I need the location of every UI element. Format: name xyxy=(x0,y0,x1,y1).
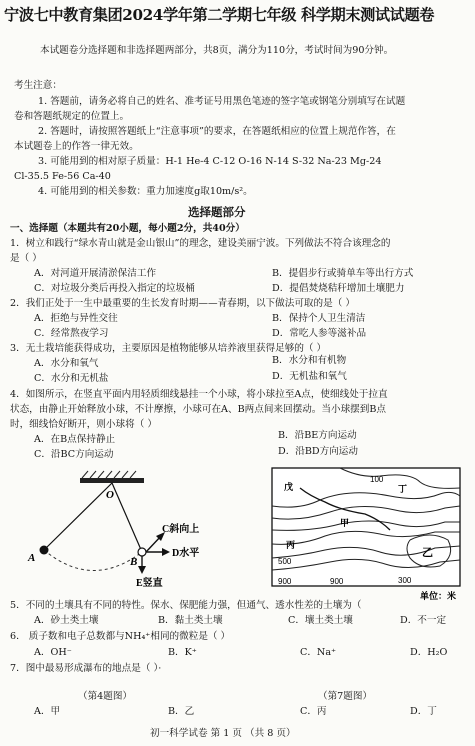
question-2-option-b: B．保持个人卫生清洁 xyxy=(272,313,366,324)
label-o: O xyxy=(106,489,114,501)
question-7-option-a: A．甲 xyxy=(34,706,61,717)
question-4-option-b: B．沿BE方向运动 xyxy=(278,430,357,441)
label-c: C斜向上 xyxy=(162,524,200,535)
notice-item: 1. 答题前，请务必将自己的姓名、准考证号用黑色笔迹的签字笔或钢笔分别填写在试题 xyxy=(38,96,406,107)
question-6-option-c: C．Na⁺ xyxy=(300,647,337,658)
place-jia: 甲 xyxy=(340,518,350,528)
place-ding: 丁 xyxy=(398,484,408,494)
question-3-option-a: A．水分和氧气 xyxy=(34,358,99,369)
part-title: 选择题部分 xyxy=(188,205,246,219)
string-to-a xyxy=(44,483,112,550)
contour-label-100: 100 xyxy=(370,475,384,484)
notice-heading: 考生注意： xyxy=(14,80,62,91)
question-2-option-d: D．常吃人参等滋补品 xyxy=(272,328,367,339)
notice-item: 2. 答题时，请按照答题纸上“注意事项”的要求，在答题纸相应的位置上规范作答，在 xyxy=(38,126,396,137)
question-5-option-a: A．砂土类土壤 xyxy=(34,615,99,626)
question-7-option-c: C．丙 xyxy=(300,706,327,717)
notice-item: 4. 可能用到的相关参数：重力加速度g取10m/s²。 xyxy=(38,186,253,197)
question-5-stem: 5．不同的土壤具有不同的特性。保水、保肥能力强，但通气、透水性差的土壤为（ xyxy=(10,600,362,611)
place-yi: 乙 xyxy=(422,547,433,559)
notice-item: 3. 可能用到的相对原子质量：H-1 He-4 C-12 O-16 N-14 S-32 Na-23 Mg-24 xyxy=(38,156,382,167)
notice-item: 本试题卷上的作答一律无效。 xyxy=(14,141,139,152)
ball-a xyxy=(40,546,49,555)
page-footer: 初一科学试卷 第 1 页 （共 8 页） xyxy=(150,728,296,739)
question-1-stem: 1．树立和践行“绿水青山就是金山银山”的理念，建设美丽宁波。下列做法不符合该理念的 xyxy=(10,238,391,249)
exam-intro: 本试题卷分选择题和非选择题两部分，共8页，满分为110分，考试时间为90分钟。 xyxy=(40,45,394,56)
map-unit-label: 单位：米 xyxy=(420,591,457,601)
question-4-stem: 时，细线恰好断开，则小球将（ ） xyxy=(10,419,157,430)
question-1-option-d: D．提倡焚烧秸秆增加土壤肥力 xyxy=(272,283,405,294)
question-2-option-c: C．经常熬夜学习 xyxy=(34,328,109,339)
question-4-option-c: C．沿BC方向运动 xyxy=(34,449,114,460)
notice-item: 卷和答题纸规定的位置上。 xyxy=(14,111,130,122)
question-3-option-b: B．水分和有机物 xyxy=(272,355,347,366)
question-4-option-a: A．在B点保持静止 xyxy=(34,434,116,445)
exam-title: 宁波七中教育集团2024学年第二学期七年级 科学期末测试试题卷 xyxy=(4,6,435,24)
label-b: B xyxy=(130,556,138,568)
map-frame xyxy=(272,468,460,586)
contour-label-500: 500 xyxy=(278,557,292,566)
question-6-option-a: A．OH⁻ xyxy=(34,647,72,658)
question-1-stem: 是（ ） xyxy=(10,253,42,264)
question-5-option-b: B．黏土类土壤 xyxy=(158,615,223,626)
label-e: E竖直 xyxy=(136,578,163,589)
question-6-option-b: B．K⁺ xyxy=(168,647,197,658)
question-5-option-c: C．壤土类土壤 xyxy=(288,615,353,626)
notice-item: Cl-35.5 Fe-56 Ca-40 xyxy=(14,171,111,182)
question-7-option-d: D．丁 xyxy=(410,706,437,717)
arrowhead-d xyxy=(162,548,170,556)
question-1-option-a: A．对河道开展清淤保洁工作 xyxy=(34,268,157,279)
label-a: A xyxy=(28,552,36,564)
pendulum-diagram xyxy=(22,470,212,602)
question-7-stem: 7．图中最易形成瀑布的地点是（ ）· xyxy=(10,663,162,674)
section-heading: 一、选择题（本题共有20小题，每小题2分，共40分） xyxy=(10,223,245,234)
question-5-option-d: D．不一定 xyxy=(400,615,447,626)
ceiling-bar xyxy=(80,478,144,483)
question-4-option-d: D．沿BD方向运动 xyxy=(278,446,358,457)
question-6-option-d: D．H₂O xyxy=(410,647,448,658)
arrowhead-e xyxy=(138,566,146,574)
question-3-stem: 3．无土栽培能获得成功，主要原因是植物能够从培养液里获得足够的（ ） xyxy=(10,343,327,354)
question-2-option-a: A．拒绝与异性交往 xyxy=(34,313,118,324)
question-4-stem: 状态，由静止开始释放小球，不计摩擦，小球可在A、B两点间来回摆动。当小球摆到B点 xyxy=(10,404,386,415)
contour-map xyxy=(270,466,470,616)
question-2-stem: 2．我们正处于一生中最重要的生长发育时期——青春期，以下做法可取的是（ ） xyxy=(10,298,355,309)
figure-4-caption: （第4题图） xyxy=(78,691,133,702)
ball-b xyxy=(138,548,146,556)
question-1-option-c: C．对垃圾分类后再投入指定的垃圾桶 xyxy=(34,283,195,294)
question-7-option-b: B．乙 xyxy=(168,706,195,717)
question-6-stem: 6． 质子数和电子总数都与NH₄⁺相同的微粒是（ ） xyxy=(10,631,231,642)
swing-arc xyxy=(44,550,142,571)
contour-label-900: 900 xyxy=(330,577,344,586)
label-d: D水平 xyxy=(172,548,200,559)
question-4-stem: 4．如图所示，在竖直平面内用轻质细线悬挂一个小球，将小球拉至A点，使细线处于拉直 xyxy=(10,389,388,400)
question-1-option-b: B．提倡步行或骑单车等出行方式 xyxy=(272,268,414,279)
string-to-b xyxy=(112,483,142,552)
question-3-option-c: C．水分和无机盐 xyxy=(34,373,109,384)
question-3-option-d: D．无机盐和氧气 xyxy=(272,371,347,382)
place-wu: 戊 xyxy=(284,482,294,492)
figure-7-caption: （第7题图） xyxy=(318,691,373,702)
contour-label-900: 900 xyxy=(278,577,292,586)
contour-label-300: 300 xyxy=(398,576,412,585)
ceiling-hatch xyxy=(82,471,136,478)
place-bing: 丙 xyxy=(286,540,296,550)
